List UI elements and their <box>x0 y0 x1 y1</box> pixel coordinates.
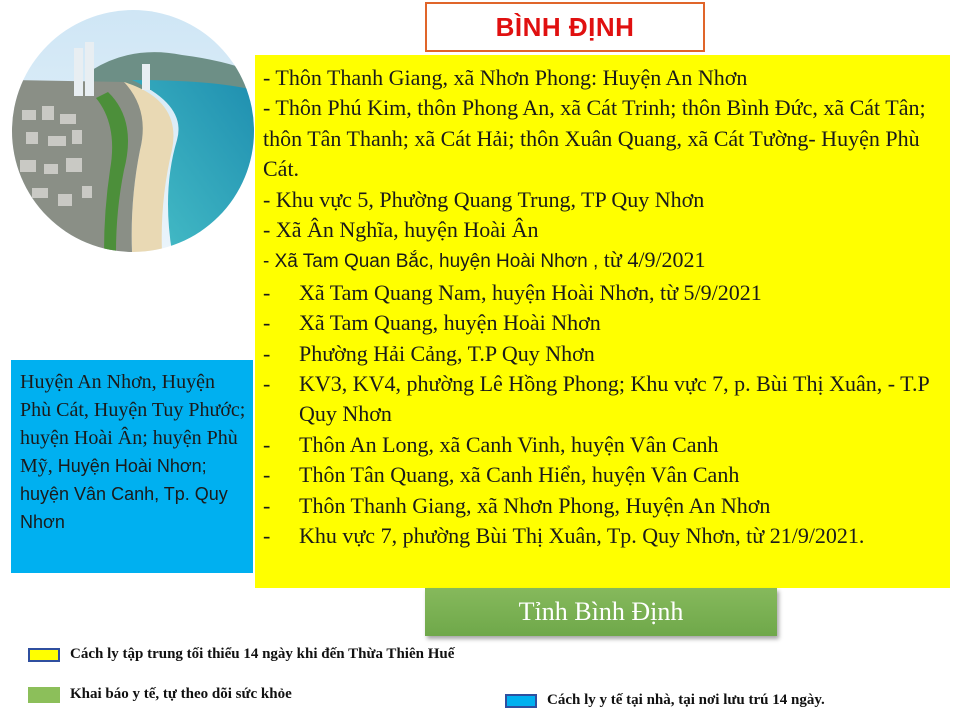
districts-serif-text: Huyện An Nhơn, Huyện Phù Cát, Huyện Tuy Phước; huyện Hoài Ân; huyện Phù Mỹ, <box>20 371 246 477</box>
area-bullet <box>263 339 940 369</box>
bullet-dash: - <box>263 279 271 305</box>
area-bullet <box>263 369 940 430</box>
area-line-date: từ 4/9/2021 <box>598 247 706 273</box>
home-quarantine-districts <box>11 360 253 573</box>
area-bullet <box>263 460 940 490</box>
area-bullet <box>263 278 940 308</box>
quarantine-area-list <box>255 55 950 588</box>
bullet-dash: - <box>263 523 271 549</box>
bullet-text: Thôn Tân Quang, xã Canh Hiển, huyện Vân Canh <box>299 462 740 488</box>
legend-blue <box>505 692 825 709</box>
bullet-text: Khu vực 7, phường Bùi Thị Xuân, Tp. Quy Nhơn, từ 21/9/2021. <box>299 523 865 549</box>
legend-green-label: Khai báo y tế, tự theo dõi sức khỏe <box>70 686 292 702</box>
bullet-dash: - <box>263 310 271 336</box>
legend-green <box>28 686 292 703</box>
area-line: - Xã Ân Nghĩa, huyện Hoài Ân <box>263 217 539 243</box>
page-title: BÌNH ĐỊNH <box>425 2 705 52</box>
area-line: - Thôn Phú Kim, thôn Phong An, xã Cát Trinh; thôn Bình Đức, xã Cát Tân; thôn Tân Thanh; xã Cát Hải; thôn Xuân Quang, xã Cát Tường- Huyện Phù Cát. <box>263 95 926 182</box>
bullet-text: Thôn Thanh Giang, xã Nhơn Phong, Huyện An Nhơn <box>299 492 771 518</box>
area-line-mixed <box>263 245 940 277</box>
bullet-dash: - <box>263 371 271 397</box>
area-line-sans: - Xã Tam Quan Bắc, huyện Hoài Nhơn , <box>263 251 599 273</box>
legend-swatch-yellow <box>28 648 60 662</box>
districts-sans-text: Huyện Hoài Nhơn; huyện Vân Canh, Tp. Quy Nhơn <box>20 456 228 532</box>
bullet-dash: - <box>263 431 271 457</box>
bullet-text: Phường Hải Cảng, T.P Quy Nhơn <box>299 340 595 366</box>
legend-blue-label: Cách ly y tế tại nhà, tại nơi lưu trú 14 ngày. <box>547 692 825 708</box>
bullet-dash: - <box>263 462 271 488</box>
area-line: - Thôn Thanh Giang, xã Nhơn Phong: Huyện An Nhơn <box>263 65 748 90</box>
legend-swatch-green <box>28 687 60 703</box>
province-label: Tỉnh Bình Định <box>425 588 777 636</box>
bullet-text: Xã Tam Quang, huyện Hoài Nhơn <box>299 310 601 336</box>
area-line: - Khu vực 5, Phường Quang Trung, TP Quy Nhơn <box>263 186 705 212</box>
bullet-dash: - <box>263 340 271 366</box>
bullet-text: Xã Tam Quang Nam, huyện Hoài Nhơn, từ 5/9/2021 <box>299 279 762 305</box>
area-bullet <box>263 430 940 460</box>
area-bullet <box>263 521 940 551</box>
legend-swatch-blue <box>505 694 537 708</box>
bullet-dash: - <box>263 492 271 518</box>
area-bullet <box>263 491 940 521</box>
bullet-text: KV3, KV4, phường Lê Hồng Phong; Khu vực 7, p. Bùi Thị Xuân, - T.P Quy Nhơn <box>299 371 929 427</box>
legend-yellow-label: Cách ly tập trung tối thiểu 14 ngày khi đến Thừa Thiên Huế <box>70 646 455 662</box>
legend-yellow <box>28 646 454 663</box>
area-bullet <box>263 308 940 338</box>
coastal-city-photo <box>12 10 254 252</box>
bullet-text: Thôn An Long, xã Canh Vinh, huyện Vân Canh <box>299 431 719 457</box>
